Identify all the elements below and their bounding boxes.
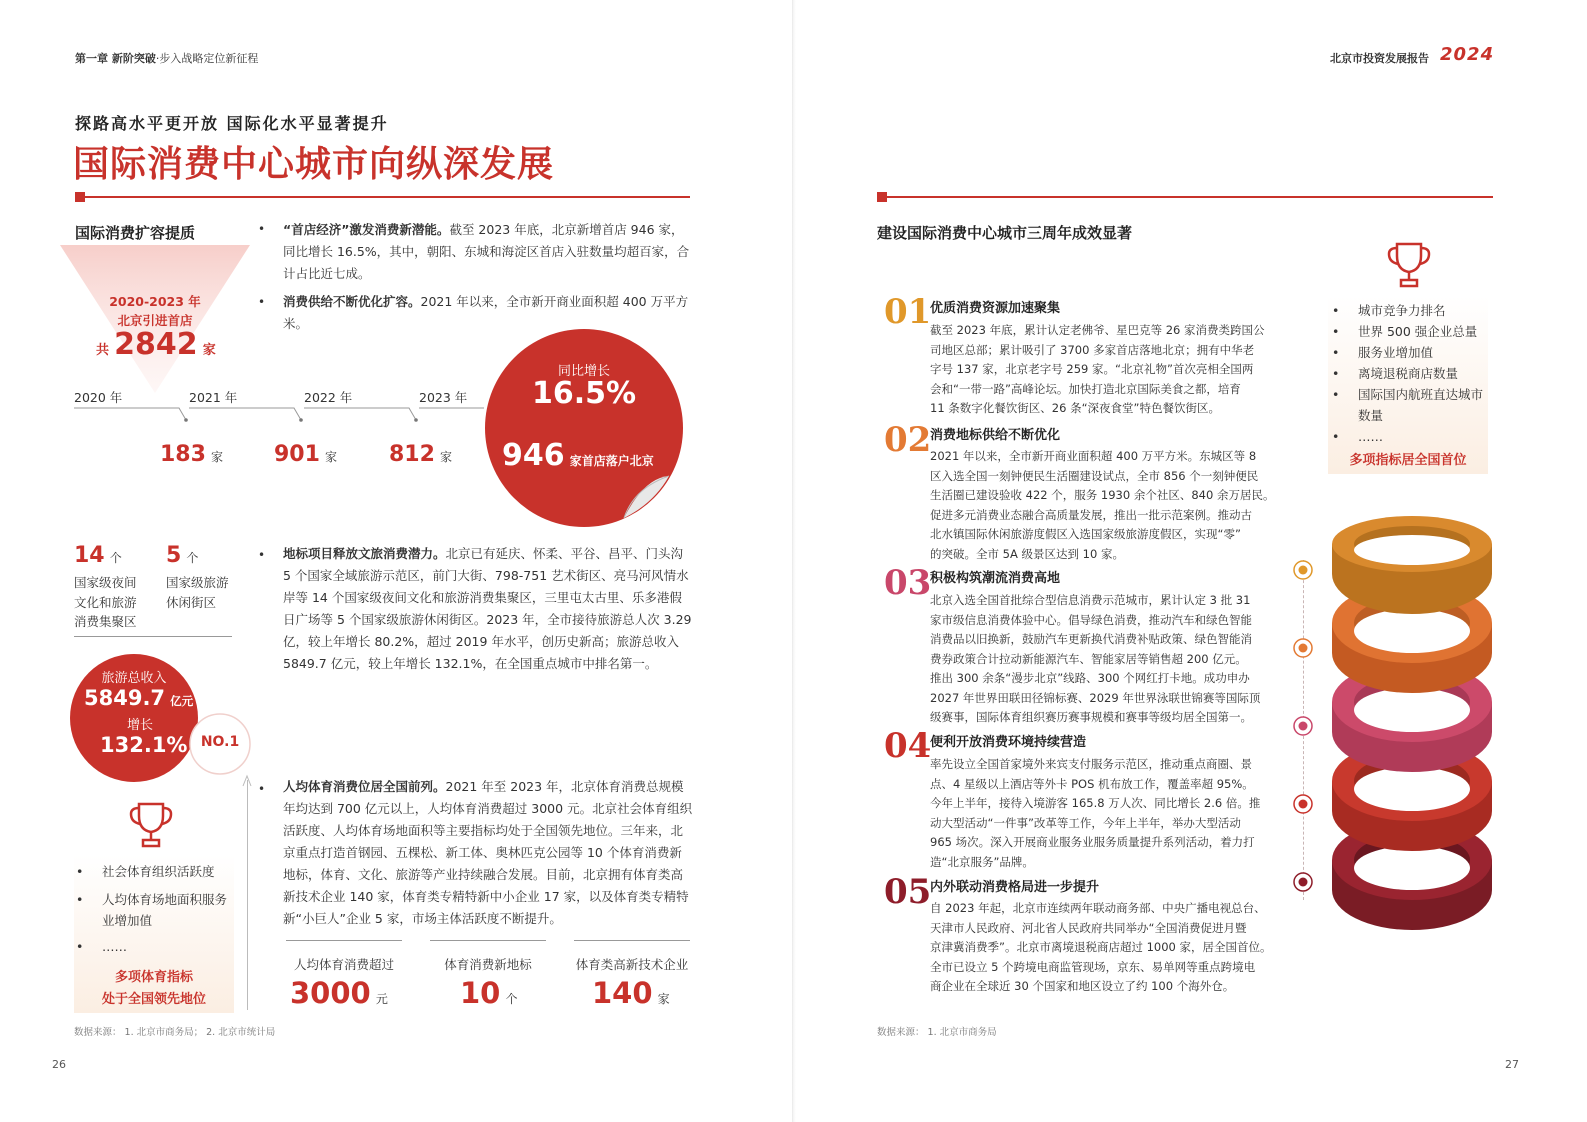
stat-landmarks-value: 10 xyxy=(460,976,501,1010)
item-line: 动大型活动“一件事”改革等工作，今年上半年，举办大型活动 xyxy=(930,815,1241,830)
leisure-streets-label-2: 休闲街区 xyxy=(166,594,217,610)
ranking-list-item: • 城市竞争力排名 xyxy=(1332,300,1490,321)
paragraph-supply-body: 2021 年以来，全市新开商业面积超 400 万平方米。 xyxy=(283,294,689,331)
item-body-01 xyxy=(930,321,1280,419)
sports-caption-1: 多项体育指标 xyxy=(114,970,193,985)
first-store-label: 北京引进首店 xyxy=(117,313,193,328)
first-store-unit: 家 xyxy=(202,343,216,358)
stacked-rings xyxy=(1326,515,1498,945)
item-line: 京津冀消费季”。北京市离境退税商店超过 1000 家，居全国首位。 xyxy=(930,940,1272,954)
left-page-number: 26 xyxy=(52,1058,66,1071)
item-line: 率先设立全国首家境外来宾支付服务示范区，推动重点商圈、景 xyxy=(930,757,1252,771)
stat-landmarks xyxy=(460,976,517,1010)
paragraph-first-store-body: 截至 2023 年底，北京新增首店 946 家，同比增长 16.5%，其中，朝阳、东城和海淀区首店入驻数量均超百家，合计占比近七成。 xyxy=(283,222,690,281)
ranking-trophy-icon xyxy=(1386,240,1432,292)
item-number-05: 05 xyxy=(884,872,932,912)
item-line: 截至 2023 年底，累计认定老佛爷、星巴克等 26 家消费类跨国公 xyxy=(930,323,1265,337)
bullet-4: • xyxy=(258,782,266,796)
item-line: 11 条数字化餐饮街区、26 条“深夜食堂”特色餐饮街区。 xyxy=(930,401,1220,415)
item-body-04 xyxy=(930,755,1280,872)
page-spine xyxy=(792,0,796,1122)
sports-list-item: • 人均体育场地面积服务业增加值 xyxy=(76,889,236,931)
tourism-growth-value: 132.1% xyxy=(100,733,188,757)
sports-caption-2: 处于全国领先地位 xyxy=(101,992,206,1007)
item-title-01: 优质消费资源加速聚集 xyxy=(930,301,1061,316)
sports-connector xyxy=(247,780,248,1010)
tourism-value-number: 5849.7 xyxy=(84,686,166,710)
item-line: 造“北京服务”品牌。 xyxy=(930,854,1034,869)
paragraph-supply-lead: 消费供给不断优化扩容。 xyxy=(283,294,421,309)
item-number-02: 02 xyxy=(884,420,932,460)
title-rule xyxy=(75,196,690,198)
ranking-list-item: • 世界 500 强企业总量 xyxy=(1332,321,1490,342)
item-line: 的突破。全市 5A 级景区达到 10 家。 xyxy=(930,546,1124,561)
right-data-source: 数据来源： 1. 北京市商务局 xyxy=(877,1027,997,1038)
item-line: 消费品以旧换新，鼓励汽车更新换代消费补贴政策、绿色智能消 xyxy=(930,632,1252,646)
item-line: 天津市人民政府、河北省人民政府共同举办“全国消费促进月暨 xyxy=(930,920,1247,935)
bullet-2: • xyxy=(258,295,266,309)
bullet-3: • xyxy=(258,548,266,562)
timeline-value-2023 xyxy=(389,442,452,467)
ranking-list-item: • 服务业增加值 xyxy=(1332,342,1490,363)
no1-badge: NO.1 xyxy=(200,734,240,750)
tourism-label: 旅游总收入 xyxy=(101,671,167,686)
growth-label: 同比增长 xyxy=(557,364,610,379)
night-zones-value: 14 xyxy=(74,543,105,568)
stat-enterprises-value: 140 xyxy=(592,976,653,1010)
item-number-01: 01 xyxy=(884,292,932,332)
value-2021: 183 xyxy=(160,442,206,467)
sports-caption xyxy=(74,967,234,1011)
right-title-rule xyxy=(877,196,1493,198)
connector-arrow xyxy=(242,774,256,788)
growth-value-number: 946 xyxy=(502,438,565,473)
bullet-1: • xyxy=(258,222,266,236)
right-page-number: 27 xyxy=(1505,1058,1519,1071)
item-body-03 xyxy=(930,591,1280,728)
leisure-streets-unit: 个 xyxy=(186,551,199,565)
page-title: 国际消费中心城市向纵深发展 xyxy=(73,144,555,185)
ring-dots xyxy=(1290,555,1320,895)
sports-list-item: • …… xyxy=(76,936,236,957)
stat-label-consumption: 人均体育消费超过 xyxy=(293,957,394,972)
night-zones-label-2: 文化和旅游 xyxy=(74,594,137,610)
stat-label-enterprises: 体育类高新技术企业 xyxy=(575,957,689,972)
paragraph-sports-lead: 人均体育消费位居全国前列。 xyxy=(283,779,446,794)
ranking-list-item: • …… xyxy=(1332,426,1490,447)
item-line: 2021 年以来，全市新开商业面积超 400 万平方米。东城区等 8 xyxy=(930,449,1257,463)
ranking-list-item: • 离境退税商店数量 xyxy=(1332,363,1490,384)
first-store-caption xyxy=(90,292,220,330)
paragraph-sports xyxy=(283,776,693,930)
leisure-streets-label xyxy=(166,573,229,612)
unit-2023: 家 xyxy=(440,450,453,464)
growth-rate: 16.5% xyxy=(531,376,637,411)
night-zones-unit: 个 xyxy=(109,551,122,565)
chapter-number: 第一章 xyxy=(75,52,108,65)
item-body-05 xyxy=(930,899,1280,997)
timeline-year-2022: 2022 年 xyxy=(304,390,353,405)
report-header xyxy=(1330,50,1429,66)
tourism-value-unit: 亿元 xyxy=(170,694,194,708)
item-line: 会和“一带一路”高峰论坛。加快打造北京国际美食之都，培育 xyxy=(930,381,1241,396)
item-title-04: 便利开放消费环境持续营造 xyxy=(930,735,1087,750)
night-zones-label-3: 消费集聚区 xyxy=(74,614,137,629)
stat-enterprises-unit: 家 xyxy=(657,992,670,1006)
stat-label-landmarks: 体育消费新地标 xyxy=(444,957,532,972)
timeline-value-2022 xyxy=(274,442,337,467)
ranking-caption: 多项指标居全国首位 xyxy=(1349,453,1467,468)
first-store-total xyxy=(96,327,216,362)
item-line: 自 2023 年起，北京市连续两年联动商务部、中央广播电视总台、 xyxy=(930,901,1266,915)
sports-list xyxy=(76,861,236,957)
stat-rule-3 xyxy=(574,940,690,941)
item-line: 今年上半年，接待入境游客 165.8 万人次、同比增长 2.6 倍。推 xyxy=(930,796,1261,810)
item-line: 全市已设立 5 个跨境电商监管现场，京东、易单网等重点跨境电 xyxy=(930,959,1256,974)
stat-enterprises xyxy=(592,976,670,1010)
leisure-streets-label-1: 国家级旅游 xyxy=(166,575,229,590)
report-year: 2024 xyxy=(1440,44,1495,65)
paragraph-landmark-body: 北京已有延庆、怀柔、平谷、昌平、门头沟 5 个国家全域旅游示范区，前门大街、798-751 艺术街区、亮马河风情水岸等 14 个国家级夜间文化和旅游消费集聚区，三里屯太古里、乐多港假日广场等 5 个国家级旅游休闲街区。2023 年，全市接待旅游总人次 3.29 亿，较上年增长 80.2%，超过 2019 年水平，创历史新高；旅游总收入 5849.7 亿元，较上年增长 132.1%，在全国重点城市中排名第一。 xyxy=(283,546,692,671)
item-title-05: 内外联动消费格局进一步提升 xyxy=(930,880,1100,895)
sports-list-item: • 社会体育组织活跃度 xyxy=(76,861,236,882)
stat-consumption xyxy=(290,976,388,1010)
paragraph-landmark-lead: 地标项目释放文旅消费潜力。 xyxy=(283,546,446,561)
stat-landmarks-unit: 个 xyxy=(505,992,518,1006)
item-line: 字号 137 家，北京老字号 259 家。“北京礼物”首次亮相全国两 xyxy=(930,362,1254,376)
paragraph-sports-body: 2021 年至 2023 年，北京体育消费总规模年均达到 700 亿元以上，人均体育消费超过 3000 元。北京社会体育组织活跃度、人均体育场地面积等主要指标均处于全国领先地位。三年来，北京重点打造首钢园、五棵松、新工体、奥林匹克公园等 10 个体育消费新地标，体育、文化、旅游等产业持续融合发展。目前，北京拥有体育类高新技术企业 140 家，体育类专精特新中小企业 17 家，以及体育类专精特新“小巨人”企业 5 家，市场主体活跃度不断提升。 xyxy=(283,779,693,926)
item-title-02: 消费地标供给不断优化 xyxy=(930,428,1061,443)
paragraph-landmark xyxy=(283,543,693,675)
stat-rule-1 xyxy=(286,940,402,941)
chapter-header xyxy=(75,50,258,66)
section-title: 国际消费扩容提质 xyxy=(75,224,196,242)
timeline-value-2021 xyxy=(160,442,223,467)
item-body-02 xyxy=(930,447,1280,564)
item-line: 北京入选全国首批综合型信息消费示范城市，累计认定 3 批 31 xyxy=(930,593,1251,607)
growth-value-desc: 家首店落户北京 xyxy=(569,454,654,468)
item-line: 生活圈已建设验收 422 个，服务 1930 余个社区、840 余万居民。 xyxy=(930,488,1275,502)
unit-2021: 家 xyxy=(211,450,224,464)
stat-consumption-unit: 元 xyxy=(375,992,388,1006)
item-line: 级赛事，国际体育组织赛历赛事规模和赛事等级均居全国第一。 xyxy=(930,710,1252,724)
timeline-year-2020: 2020 年 xyxy=(74,390,123,405)
item-line: 推出 300 余条“漫步北京”线路、300 个网红打卡地。成功申办 xyxy=(930,671,1250,685)
item-line: 家市级信息消费体验中心。倡导绿色消费，推动汽车和绿色智能 xyxy=(930,612,1252,627)
left-data-source: 数据来源： 1. 北京市商务局； 2. 北京市统计局 xyxy=(74,1027,276,1038)
item-line: 促进多元消费业态融合高质量发展，推出一批示范案例。推动古 xyxy=(930,507,1252,522)
report-title: 北京市投资发展报告 xyxy=(1330,52,1429,65)
stats-divider xyxy=(74,636,232,637)
paragraph-first-store-lead: “首店经济”激发消费新潜能。 xyxy=(283,222,450,237)
first-store-number: 2842 xyxy=(114,327,198,362)
timeline-year-2021: 2021 年 xyxy=(189,390,238,405)
item-line: 费券政策合计拉动新能源汽车、智能家居等销售超 200 亿元。 xyxy=(930,651,1247,666)
value-2023: 812 xyxy=(389,442,435,467)
chapter-subtitle: ·步入战略定位新征程 xyxy=(155,52,259,65)
right-section-title: 建设国际消费中心城市三周年成效显著 xyxy=(877,224,1133,242)
value-2022: 901 xyxy=(274,442,320,467)
item-number-03: 03 xyxy=(884,563,932,603)
item-line: 区入选全国一刻钟便民生活圈建设试点，全市 856 个一刻钟便民 xyxy=(930,468,1259,483)
leisure-streets-value: 5 xyxy=(166,543,182,568)
first-store-prefix: 共 xyxy=(96,343,110,358)
tourism-growth-label: 增长 xyxy=(126,718,153,733)
stat-consumption-value: 3000 xyxy=(290,976,371,1010)
item-line: 北水镇国际休闲旅游度假区入选国家级旅游度假区，实现“零” xyxy=(930,527,1241,541)
growth-circle xyxy=(484,328,684,528)
item-line: 2027 年世界田联田径锦标赛、2029 年世界泳联世锦赛等国际顶 xyxy=(930,690,1261,705)
item-line: 点、4 星级以上酒店等外卡 POS 机布放工作，覆盖率超 95%。 xyxy=(930,776,1254,791)
ranking-list xyxy=(1332,300,1490,447)
leisure-streets-stat xyxy=(166,543,198,568)
night-zones-label xyxy=(74,573,137,632)
night-zones-label-1: 国家级夜间 xyxy=(74,575,137,590)
first-store-period: 2020-2023 年 xyxy=(109,294,201,309)
stat-rule-2 xyxy=(430,940,546,941)
page-subtitle: 探路高水平更开放 国际化水平显著提升 xyxy=(75,114,389,133)
night-zones-stat xyxy=(74,543,122,568)
tourism-value xyxy=(84,686,193,710)
unit-2022: 家 xyxy=(325,450,338,464)
item-line: 司地区总部；累计吸引了 3700 多家首店落地北京；拥有中华老 xyxy=(930,342,1255,357)
trophy-icon xyxy=(128,800,174,852)
chapter-name: 新阶突破 xyxy=(111,52,156,65)
item-title-03: 积极构筑潮流消费高地 xyxy=(930,571,1061,586)
item-line: 965 场次。深入开展商业服务业服务质量提升系列活动，着力打 xyxy=(930,835,1255,849)
ranking-list-item: • 国际国内航班直达城市数量 xyxy=(1332,384,1490,426)
ring-1 xyxy=(1332,516,1492,614)
item-number-04: 04 xyxy=(884,726,932,766)
growth-value xyxy=(502,438,654,473)
paragraph-first-store xyxy=(283,219,693,285)
timeline-year-2023: 2023 年 xyxy=(419,390,468,405)
item-line: 商企业在全球近 30 个国家和地区设立了约 100 个海外仓。 xyxy=(930,979,1235,993)
